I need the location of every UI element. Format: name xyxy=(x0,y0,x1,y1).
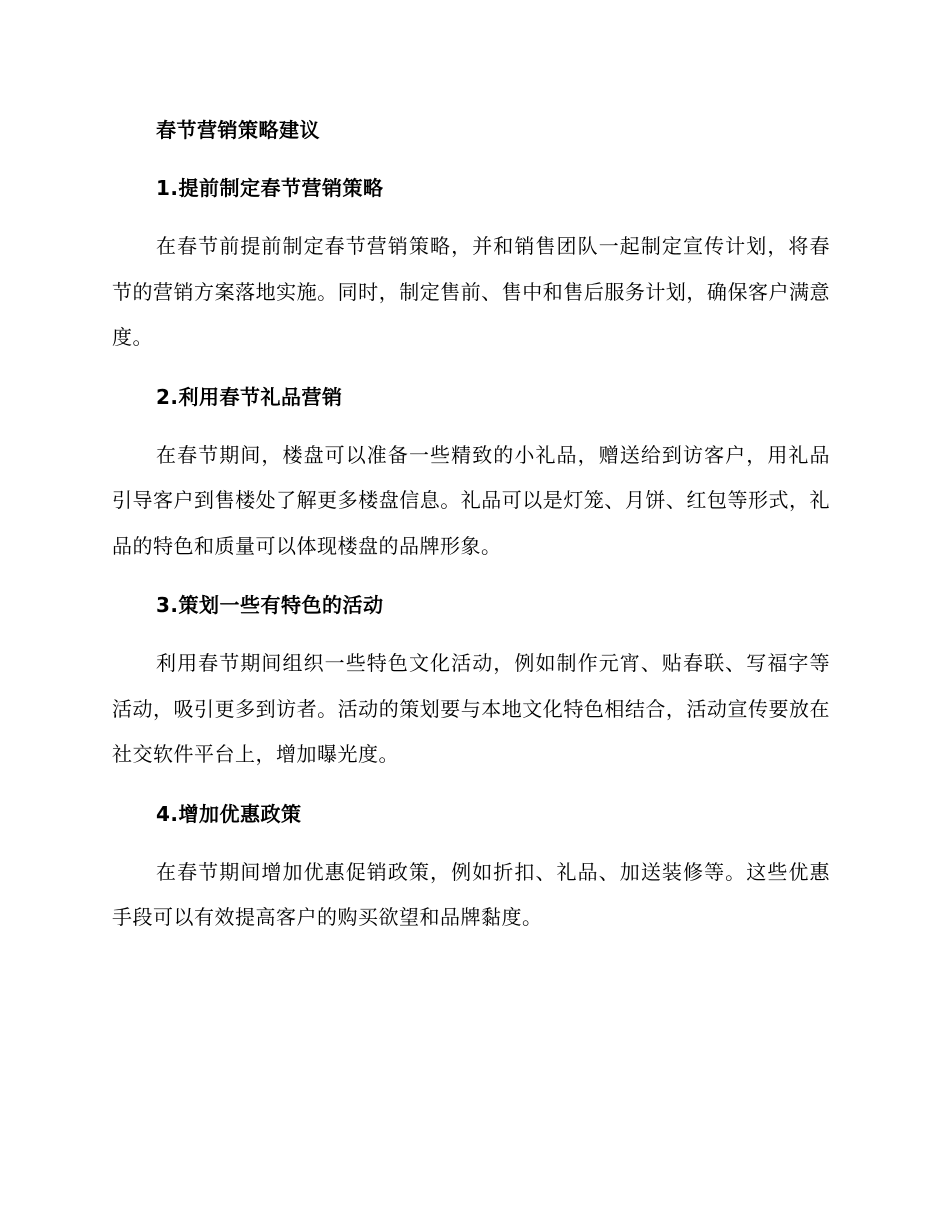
document-title: 春节营销策略建议 xyxy=(156,118,320,142)
section-heading-2: 2.利用春节礼品营销 xyxy=(156,384,343,409)
section-heading-3: 3.策划一些有特色的活动 xyxy=(156,593,384,617)
document-content xyxy=(112,108,830,941)
section-body-2: 在春节期间，楼盘可以准备一些精致的小礼品，赠送给到访客户，用礼品引导客户到售楼处了解更多楼盘信息。礼品可以是灯笼、月饼、红包等形式，礼品的特色和质量可以体现楼盘的品牌形象。 xyxy=(112,442,830,558)
section-heading-1: 1.提前制定春节营销策略 xyxy=(156,176,384,200)
section-body-3: 利用春节期间组织一些特色文化活动，例如制作元宵、贴春联、写福字等活动，吸引更多到访者。活动的策划要与本地文化特色相结合，活动宣传要放在社交软件平台上，增加曝光度。 xyxy=(112,651,830,766)
section-body-4: 在春节期间增加优惠促销政策，例如折扣、礼品、加送装修等。这些优惠手段可以有效提高客户的购买欲望和品牌黏度。 xyxy=(112,859,830,929)
section-body-1: 在春节前提前制定春节营销策略，并和销售团队一起制定宣传计划，将春节的营销方案落地实施。同时，制定售前、售中和售后服务计划，确保客户满意度。 xyxy=(112,234,830,349)
section-heading-4: 4.增加优惠政策 xyxy=(156,801,302,826)
